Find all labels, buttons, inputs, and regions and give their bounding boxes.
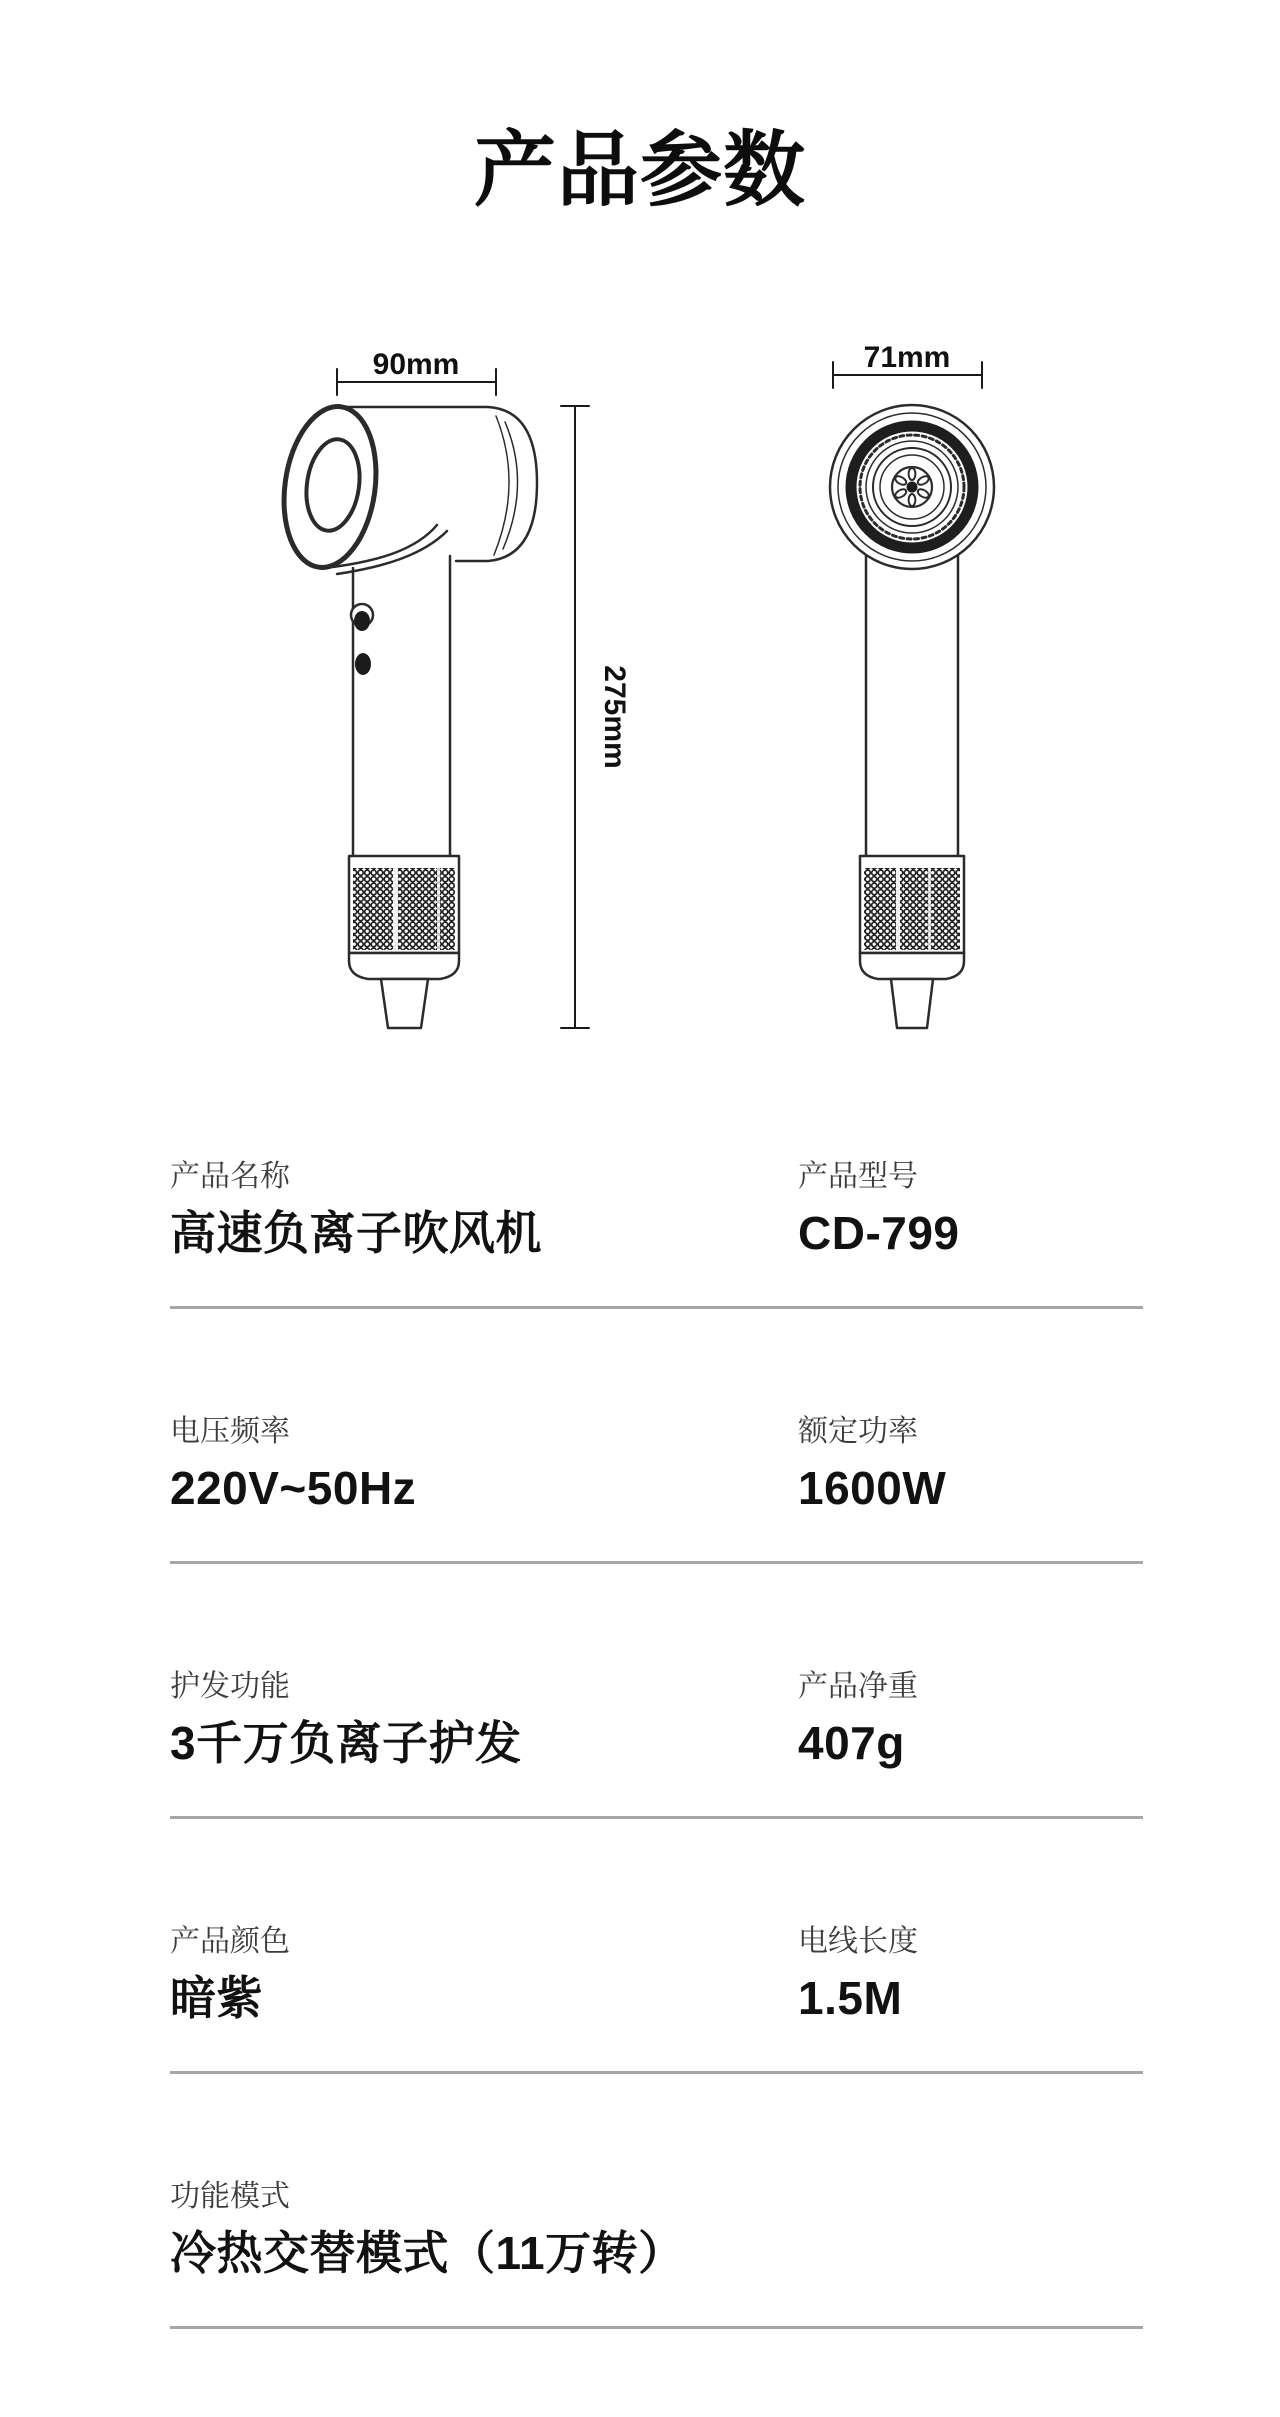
cord-strain-relief (381, 979, 428, 1028)
spec-value: 高速负离子吹风机 (170, 1207, 542, 1259)
spec-value: 暗紫 (170, 1972, 263, 2024)
side-view-drawing (274, 401, 537, 1028)
front-width-label: 71mm (863, 341, 951, 374)
spec-cell-haircare (170, 1670, 798, 1768)
spec-value: 407g (798, 1717, 905, 1769)
spec-row-haircare-weight (170, 1670, 1143, 1819)
spec-row-color-cord (170, 1925, 1143, 2074)
spec-label: 产品名称 (170, 1160, 290, 1193)
product-diagram (0, 330, 1280, 1060)
spec-label: 电线长度 (798, 1925, 918, 1958)
spec-value: 冷热交替模式（11万转） (170, 2227, 685, 2279)
spec-cell-net-weight (798, 1670, 1143, 1768)
front-handle-collar (860, 953, 964, 979)
product-diagram-svg (0, 330, 1280, 1060)
spec-cell-product-name (170, 1160, 798, 1258)
front-handle (866, 530, 958, 858)
spec-value: 1.5M (798, 1972, 903, 2024)
spec-value: 3千万负离子护发 (170, 1717, 522, 1769)
spec-label: 产品颜色 (170, 1925, 290, 1958)
spec-cell-voltage (170, 1415, 798, 1513)
mode-button (355, 653, 371, 675)
front-cord-strain-relief (891, 979, 933, 1028)
page-title: 产品参数 (473, 125, 806, 216)
side-width-dimension (337, 348, 496, 395)
spec-list (170, 1160, 1143, 2329)
front-view-drawing (830, 405, 994, 1028)
spec-label: 产品型号 (798, 1160, 918, 1193)
handle-collar (349, 953, 459, 979)
spec-row-voltage-power (170, 1415, 1143, 1564)
spec-cell-color (170, 1925, 798, 2023)
side-height-dimension (561, 406, 631, 1028)
side-height-label: 275mm (598, 665, 631, 769)
spec-value: 1600W (798, 1462, 947, 1514)
front-width-dimension (833, 341, 982, 388)
spec-row-name-model (170, 1160, 1143, 1309)
side-width-label: 90mm (372, 348, 460, 381)
spec-label: 功能模式 (170, 2180, 290, 2213)
spec-value: 220V~50Hz (170, 1462, 417, 1514)
spec-cell-product-model (798, 1160, 1143, 1258)
spec-label: 产品净重 (798, 1670, 918, 1703)
spec-value: CD-799 (798, 1207, 960, 1259)
spec-cell-rated-power (798, 1415, 1143, 1513)
spec-label: 额定功率 (798, 1415, 918, 1448)
spec-row-mode (170, 2180, 1143, 2329)
spec-label: 电压频率 (170, 1415, 290, 1448)
spec-label: 护发功能 (170, 1670, 290, 1703)
dryer-handle (353, 554, 450, 858)
spec-cell-cord-length (798, 1925, 1143, 2023)
spec-cell-mode (170, 2180, 1143, 2278)
